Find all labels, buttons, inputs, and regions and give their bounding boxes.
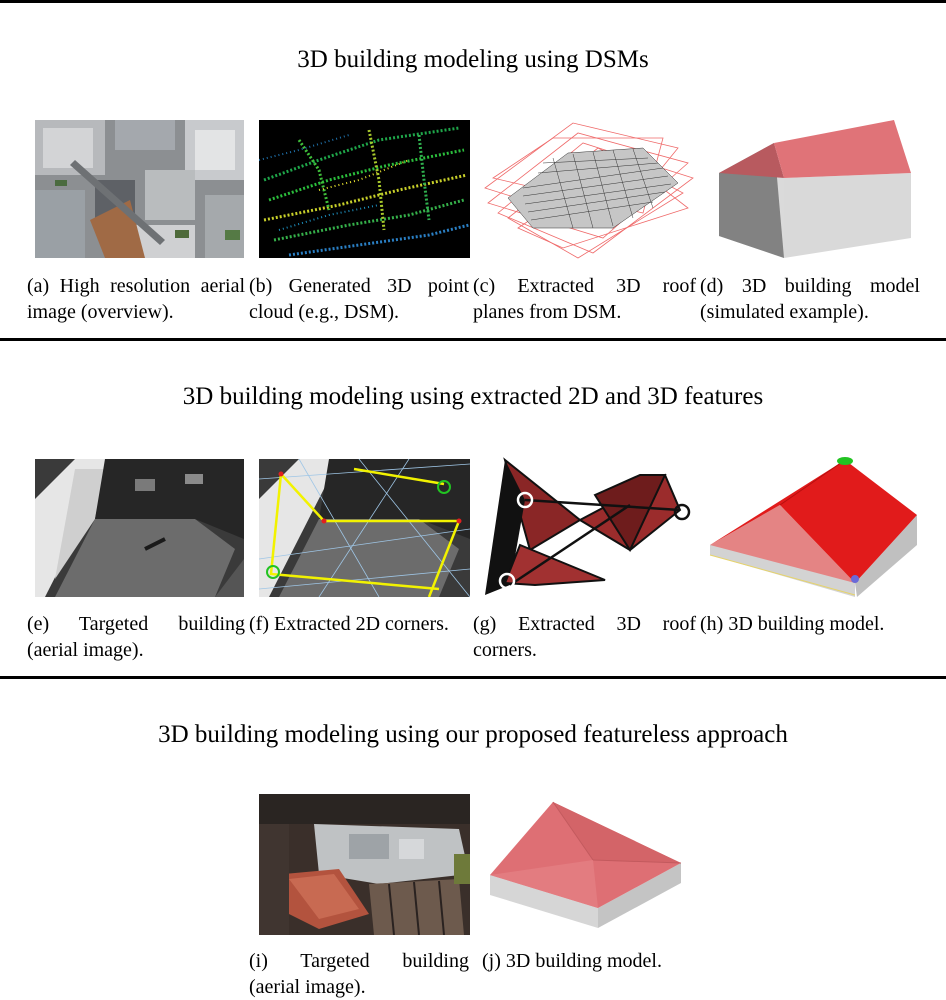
building-model-featureless (488, 800, 685, 928)
roof-planes-dsm-image (483, 118, 697, 262)
section-title-featureless: 3D building modeling using our proposed featureless approach (158, 721, 788, 748)
caption-c: (c) Extracted 3D roof planes from DSM. (473, 275, 696, 323)
building-model-features (705, 455, 920, 597)
caption-a: (a) High resolution aerial image (overview). (27, 275, 245, 323)
caption-b: (b) Generated 3D point cloud (e.g., DSM). (249, 275, 469, 323)
caption-e: (e) Targeted building (aerial image). (27, 613, 245, 661)
section-divider-2 (0, 676, 946, 679)
extracted-2d-corners-image (259, 459, 470, 597)
targeted-building-grayscale (35, 459, 244, 597)
building-model-simulated (714, 118, 914, 260)
caption-g: (g) Extracted 3D roof corners. (473, 613, 696, 661)
section-title-dsm: 3D building modeling using DSMs (297, 46, 649, 73)
point-cloud-image (259, 120, 470, 258)
caption-f: (f) Extracted 2D corners. (249, 613, 449, 635)
caption-h: (h) 3D building model. (700, 613, 885, 635)
caption-i: (i) Targeted building (aerial image). (249, 950, 469, 998)
section-divider-1 (0, 338, 946, 341)
aerial-overview-image (35, 120, 244, 258)
extracted-3d-roof-corners (480, 455, 698, 600)
section-title-features: 3D building modeling using extracted 2D and 3D features (182, 383, 764, 410)
targeted-building-aerial (259, 794, 470, 935)
caption-d: (d) 3D building model (simulated example). (700, 275, 920, 323)
caption-j: (j) 3D building model. (482, 950, 662, 972)
top-rule (0, 0, 946, 3)
